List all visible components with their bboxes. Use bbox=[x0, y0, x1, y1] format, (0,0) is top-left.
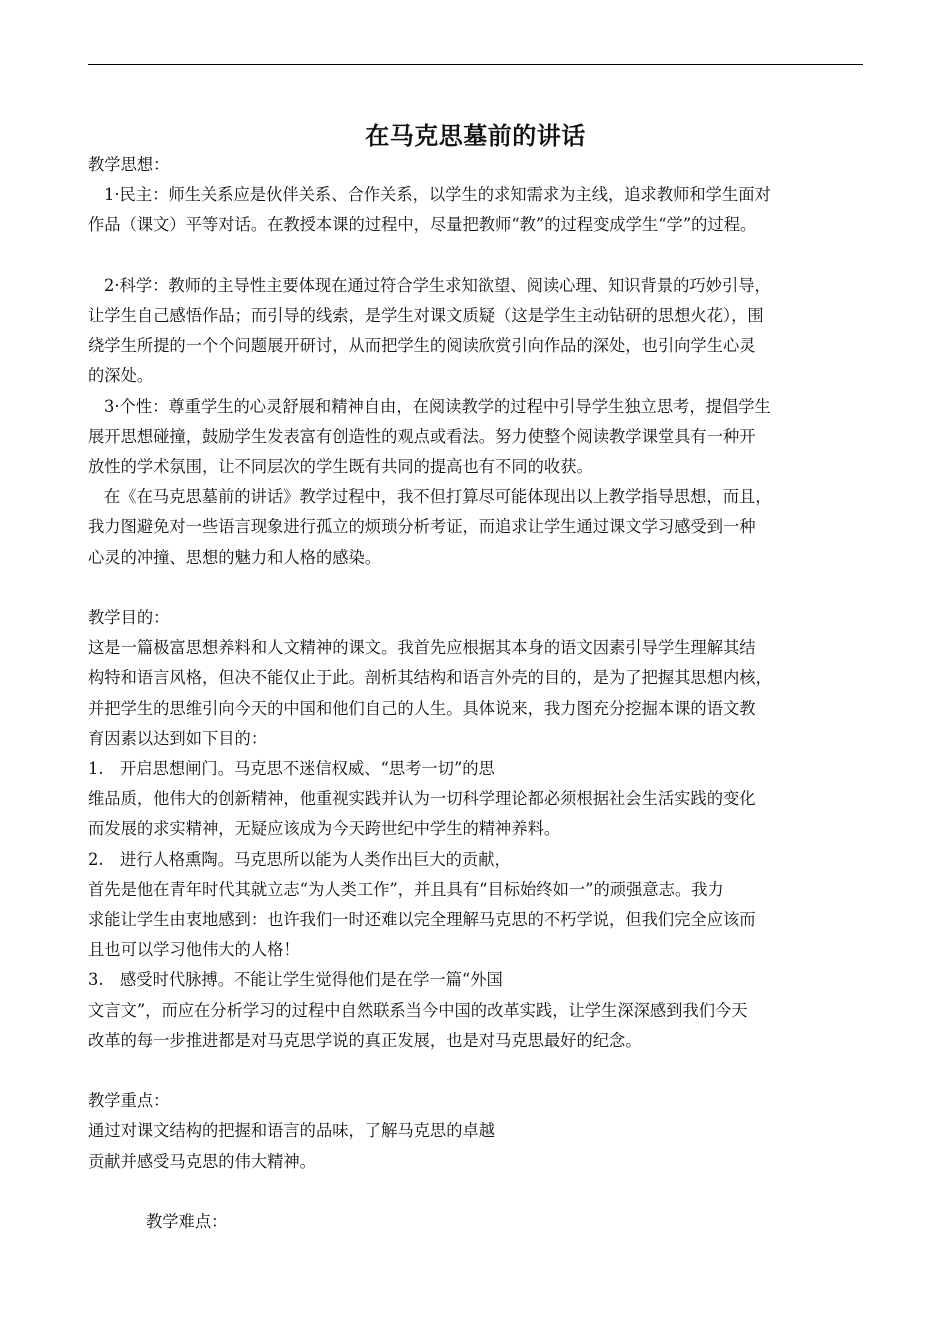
paragraph-line: 在《在马克思墓前的讲话》教学过程中，我不但打算尽可能体现出以上教学指导思想，而且， bbox=[104, 487, 772, 507]
paragraph-line: 作品（课文）平等对话。在教授本课的过程中，尽量把教师“教”的过程变成学生“学”的过程。 bbox=[88, 215, 757, 235]
paragraph-line: 心灵的冲撞、思想的魅力和人格的感染。 bbox=[88, 547, 382, 567]
section-heading-goals: 教学目的： bbox=[88, 608, 170, 628]
paragraph-line: 贡献并感受马克思的伟大精神。 bbox=[88, 1151, 316, 1171]
list-number: 3. bbox=[88, 970, 104, 990]
paragraph-line: 通过对课文结构的把握和语言的品味，了解马克思的卓越 bbox=[88, 1121, 496, 1141]
paragraph-line: 而发展的求实精神，无疑应该成为今天跨世纪中学生的精神养料。 bbox=[88, 819, 561, 839]
blank-line bbox=[88, 241, 878, 271]
page-title: 在马克思墓前的讲话 bbox=[365, 121, 586, 150]
blank-line bbox=[88, 1056, 878, 1086]
paragraph-line: 放性的学术氛围，让不同层次的学生既有共同的提高也有不同的收获。 bbox=[88, 457, 593, 477]
blank-line bbox=[88, 1177, 878, 1207]
section-heading-focus: 教学重点： bbox=[88, 1091, 170, 1111]
list-item bbox=[88, 754, 878, 784]
paragraph-line: 2·科学：教师的主导性主要体现在通过符合学生求知欲望、阅读心理、知识背景的巧妙引导， bbox=[104, 275, 771, 295]
list-item-lead: 开启思想闸门。马克思不迷信权威、“思考一切”的思 bbox=[120, 759, 495, 779]
section-heading-thought: 教学思想： bbox=[88, 155, 170, 174]
list-number: 1. bbox=[88, 759, 104, 779]
document-body bbox=[88, 150, 878, 1237]
paragraph-line: 这是一篇极富思想养料和人文精神的课文。我首先应根据其本身的语文因素引导学生理解其结 bbox=[88, 638, 756, 658]
blank-line bbox=[88, 573, 878, 603]
paragraph-line: 我力图避免对一些语言现象进行孤立的烦琐分析考证，而追求让学生通过课文学习感受到一种 bbox=[88, 517, 756, 537]
paragraph-line: 文言文”，而应在分析学习的过程中自然联系当今中国的改革实践，让学生深深感到我们今天 bbox=[88, 1000, 748, 1020]
paragraph-line: 育因素以达到如下目的： bbox=[88, 728, 268, 748]
paragraph-line: 绕学生所提的一个个问题展开研讨，从而把学生的阅读欣赏引向作品的深处，也引向学生心灵 bbox=[88, 336, 756, 356]
paragraph-line: 1·民主：师生关系应是伙伴关系、合作关系，以学生的求知需求为主线，追求教师和学生面对 bbox=[104, 185, 771, 205]
list-item-lead: 感受时代脉搏。不能让学生觉得他们是在学一篇“外国 bbox=[120, 970, 503, 990]
paragraph-line: 3·个性：尊重学生的心灵舒展和精神自由，在阅读教学的过程中引导学生独立思考，提倡学生 bbox=[104, 396, 771, 416]
paragraph-line: 改革的每一步推进都是对马克思学说的真正发展，也是对马克思最好的纪念。 bbox=[88, 1030, 642, 1050]
list-item bbox=[88, 845, 878, 875]
list-number: 2. bbox=[88, 849, 104, 869]
paragraph-line: 构特和语言风格，但决不能仅止于此。剖析其结构和语言外壳的目的，是为了把握其思想内核， bbox=[88, 668, 772, 688]
section-heading-difficulty: 教学难点： bbox=[146, 1212, 228, 1232]
paragraph-line: 维品质，他伟大的创新精神，他重视实践并认为一切科学理论都必须根据社会生活实践的变化 bbox=[88, 789, 756, 809]
paragraph-line: 的深处。 bbox=[88, 366, 154, 386]
list-item-lead: 进行人格熏陶。马克思所以能为人类作出巨大的贡献， bbox=[120, 849, 511, 869]
list-item bbox=[88, 965, 878, 995]
paragraph-line: 求能让学生由衷地感到：也许我们一时还难以完全理解马克思的不朽学说，但我们完全应该而 bbox=[88, 910, 756, 930]
header-rule bbox=[88, 64, 863, 65]
paragraph-line: 首先是他在青年时代其就立志“为人类工作”，并且具有“目标始终如一”的顽强意志。我力 bbox=[88, 879, 724, 899]
paragraph-line: 并把学生的思维引向今天的中国和他们自己的人生。具体说来，我力图充分挖掘本课的语文教 bbox=[88, 698, 756, 718]
paragraph-line: 且也可以学习他伟大的人格！ bbox=[88, 940, 300, 960]
paragraph-line: 展开思想碰撞，鼓励学生发表富有创造性的观点或看法。努力使整个阅读教学课堂具有一种开 bbox=[88, 426, 756, 446]
paragraph-line: 让学生自己感悟作品；而引导的线索，是学生对课文质疑（这是学生主动钻研的思想火花），围 bbox=[88, 306, 764, 325]
